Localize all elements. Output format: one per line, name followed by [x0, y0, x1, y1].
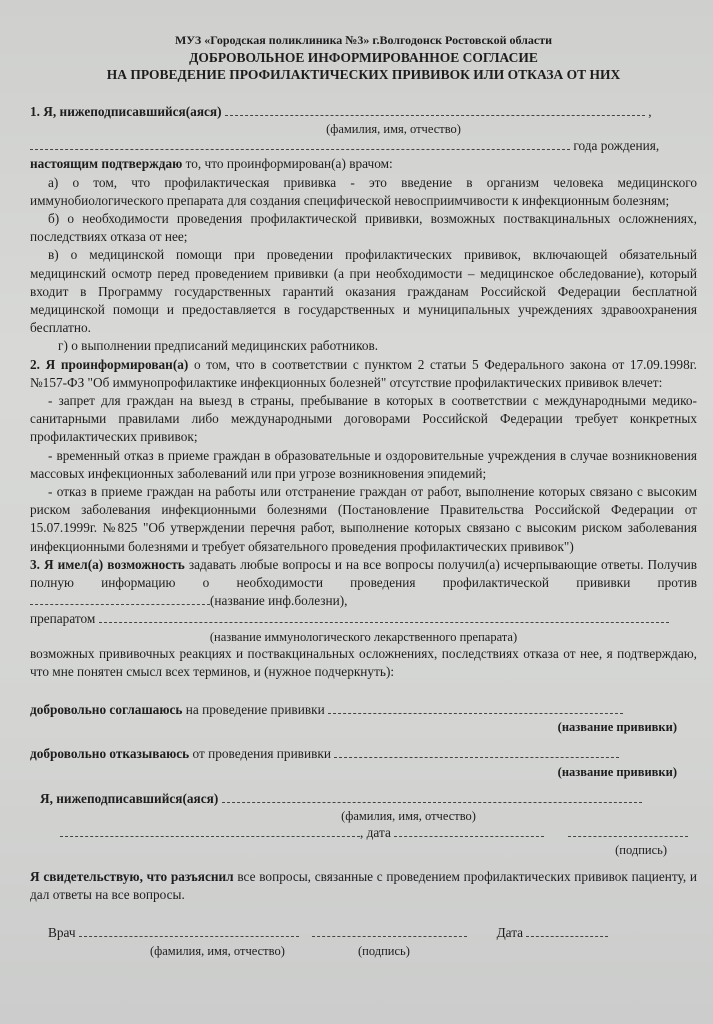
section-2-text: о том, что в соответствии с пунктом 2 статьи 5 Федерального закона от 17.09.1998г. №157-ФЗ "Об иммунопрофилактике инфекционных болезней" отсутствие профилактических прививок влечет:: [30, 356, 697, 390]
refuse-bold[interactable]: добровольно отказываюсь: [30, 746, 190, 762]
section-3-text-2: возможных прививочных реакциях и поствакцинальных осложнениях, последствиях отказа от нее, я подтверждаю, что мне понятен смысл всех терминов, и (нужное подчеркнуть):: [30, 645, 697, 679]
refuse-vaccine-field[interactable]: [334, 745, 619, 758]
refuse-caption: (название прививки): [557, 764, 677, 779]
patient-name-field[interactable]: [225, 103, 645, 116]
item-v: в) о медицинской помощи при проведении профилактических прививок, включающей обязательный медицинский осмотр перед проведением прививки (а при необходимости – медицинское обследование), который входит в Программу государственных гарантий оказания гражданам Российской Федерации бесплатной медицинской помощи и предоставляется в государственных и муниципальных учреждениях здравоохранения бесплатно.: [30, 247, 697, 336]
section-3: [30, 556, 697, 611]
signer-signature-field[interactable]: [568, 824, 688, 837]
sign-date-field[interactable]: [394, 824, 544, 837]
witness-rest: все вопросы, связанные с проведением профилактических прививок пациенту, и дал ответы на все вопросы.: [30, 868, 697, 903]
preparation-line: [30, 610, 697, 628]
preparation-label: препаратом: [30, 611, 96, 627]
spacer: [30, 735, 697, 745]
sign-date-label: , дата: [360, 824, 391, 840]
section-2-lead: 2. Я проинформирован(а): [30, 356, 189, 372]
doctor-signature-caption: (подпись): [358, 943, 410, 958]
section-1-lead-line: 1. Я, нижеподписавшийся(аяся) ,: [30, 104, 652, 119]
consequence-1: - запрет для граждан на выезд в страны, пребывание в которых в соответствии с международными медико-санитарными правилами либо международными договорами Российской Федерации требует конкретных профилактических прививок;: [30, 393, 697, 445]
refuse-rest: от проведения прививки: [192, 746, 331, 762]
doctor-label: Врач: [48, 925, 76, 941]
organization-name: МУЗ «Городская поликлиника №3» г.Волгодонск Ростовской области: [174, 33, 553, 47]
birth-year-field[interactable]: [30, 137, 570, 150]
consequence-3: - отказ в приеме граждан на работы или отстранение граждан от работ, выполнение которых связано с высоким риском заболевания инфекционными болезнями (Постановление Правительства Российской Федерации от 15.07.1999г. №825 "Об утверждении перечня работ, выполнение которых связано с высоким риском заболевания инфекционными болезнями и требует обязательного проведения профилактических прививок"): [30, 484, 697, 554]
doctor-date-field[interactable]: [526, 924, 608, 937]
doctor-date-label: Дата: [496, 925, 524, 941]
doctor-name-field[interactable]: [79, 924, 299, 937]
form-body: [30, 103, 697, 959]
form-title-line-1: ДОБРОВОЛЬНОЕ ИНФОРМИРОВАННОЕ СОГЛАСИЕ: [189, 50, 538, 65]
refuse-line: [30, 745, 697, 763]
agree-rest: на проведение прививки: [185, 702, 325, 718]
disease-name-field[interactable]: [30, 592, 210, 605]
section-1-lead: 1. Я, нижеподписавшийся(аяся): [30, 104, 222, 119]
spacer: [30, 858, 697, 868]
section-2: [30, 356, 697, 392]
preparation-caption: (название иммунологического лекарственного препарата): [209, 629, 518, 644]
agree-vaccine-field[interactable]: [328, 701, 623, 714]
sign-lead: Я, нижеподписавшийся(аяся): [40, 790, 219, 806]
sign-line: [30, 790, 697, 808]
preparation-field[interactable]: [99, 610, 669, 623]
section-3-text: задавать любые вопросы и на все вопросы получил(а) исчерпывающие ответы. Получив полную информацию о необходимости проведения профилактической прививки против: [30, 556, 697, 591]
doctor-signature-field[interactable]: [312, 924, 467, 937]
signer-name-caption: (фамилия, имя, отчество): [341, 808, 476, 823]
item-a: а) о том, что профилактическая прививка - это введение в организм человека медицинского иммунобиологического препарата для создания специфической невосприимчивости к инфекционным болезням;: [30, 174, 697, 208]
spacer: [30, 780, 697, 790]
doctor-captions: [30, 943, 697, 959]
signer-signature-caption: (подпись): [615, 842, 667, 857]
confirm-rest: то, что проинформирован(а) врачом:: [185, 156, 393, 172]
disease-caption: (название инф.болезни),: [210, 593, 348, 609]
agree-line: [30, 701, 697, 719]
item-g: г) о выполнении предписаний медицинских работников.: [58, 338, 379, 354]
form-header: [30, 32, 697, 83]
birth-suffix: года рождения,: [573, 138, 660, 154]
confirm-line: [30, 155, 697, 173]
spacer: [30, 904, 697, 924]
section-3-lead: 3. Я имел(а) возможность: [30, 556, 185, 572]
witness-bold: Я свидетельствую, что разъяснил: [30, 868, 234, 884]
birth-line: [30, 137, 697, 155]
spacer: [30, 681, 697, 701]
form-title-line-2: НА ПРОВЕДЕНИЕ ПРОФИЛАКТИЧЕСКИХ ПРИВИВОК ИЛИ ОТКАЗА ОТ НИХ: [106, 67, 621, 82]
consequence-2: - временный отказ в приеме граждан в образовательные и оздоровительные учреждения в случае возникновения массовых инфекционных заболеваний или при угрозе возникновения эпидемий;: [30, 447, 697, 481]
agree-bold[interactable]: добровольно соглашаюсь: [30, 702, 183, 718]
witness-statement: [30, 868, 697, 904]
confirm-bold: настоящим подтверждаю: [30, 156, 183, 172]
item-b: б) о необходимости проведения профилактической прививки, возможных поствакцинальных осложнениях, последствиях отказа от нее;: [30, 211, 697, 245]
patient-name-caption: (фамилия, имя, отчество): [326, 122, 461, 137]
doctor-name-caption: (фамилия, имя, отчество): [150, 943, 285, 958]
signer-name-field[interactable]: [222, 790, 642, 803]
agree-caption: (название прививки): [557, 720, 677, 735]
doctor-line: [30, 924, 697, 942]
signer-extra-field[interactable]: [60, 824, 360, 837]
sign-date-line: [30, 824, 697, 842]
